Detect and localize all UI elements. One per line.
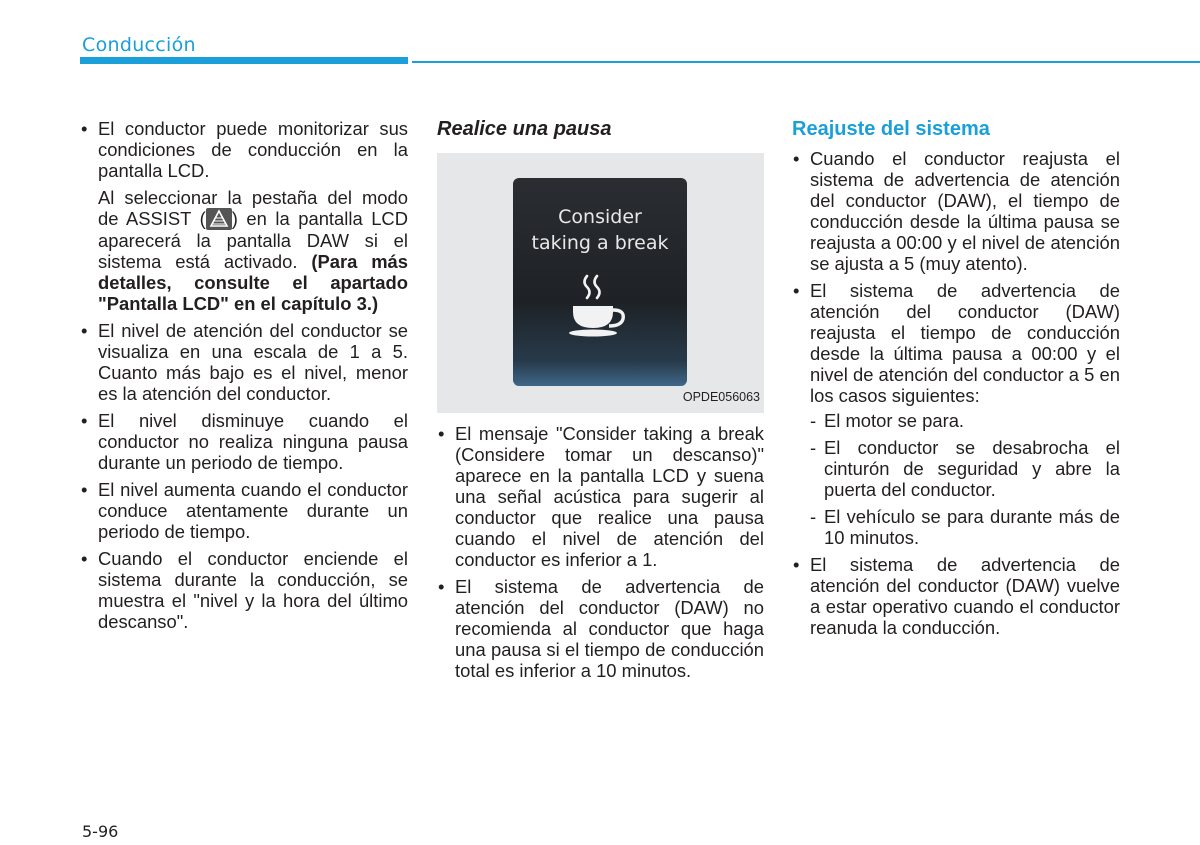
dash-item: - El conductor se desabrocha el cinturón de seguridad y abre la puerta del conductor. [810, 437, 1120, 500]
section-title-break: Realice una pausa [437, 118, 612, 140]
bullet-text: • El sistema de advertencia de atención del conductor (DAW) reajusta el tiempo de conducción desde la última pausa a 00:00 y el nivel de atención del conductor a 5 en los casos siguientes: [810, 280, 1120, 406]
figure-code: OPDE056063 [682, 390, 760, 404]
header-rule-thin [412, 61, 1200, 63]
list-item: • El sistema de advertencia de atención del conductor (DAW) vuelve a estar operativo cuando el conductor reanuda la conducción. [792, 554, 1120, 638]
list-item: • Cuando el conductor reajusta el sistema de advertencia de atención del conductor (DAW), el tiempo de conducción desde la última pausa se reajusta a 00:00 y el nivel de atención se ajusta a 5 (muy atento). [792, 148, 1120, 274]
list-item: • El sistema de advertencia de atención del conductor (DAW) no recomienda al conductor que haga una pausa si el tiempo de conducción total es inferior a 10 minutos. [437, 576, 764, 681]
dash-item: - El motor se para. [810, 410, 1120, 431]
list-item: • El nivel aumenta cuando el conductor conduce atentamente durante un periodo de tiempo. [80, 479, 408, 542]
coffee-cup-icon [565, 272, 635, 342]
dash-item: - El vehículo se para durante más de 10 minutos. [810, 506, 1120, 548]
list-item: • El mensaje "Consider taking a break (Considere tomar un descanso)" aparece en la pantalla LCD y suena una señal acústica para sugerir al conductor que realice una pausa cuando el nivel de atención del conductor es inferior a 1. [437, 423, 764, 570]
right-column [792, 118, 1120, 644]
bullet-text-continued: Al seleccionar la pestaña del modo de ASSIST ( ) en la pantalla LCD aparecerá la pantalla DAW si el sistema está activado. (Para más detalles, consulte el apartado "Pantalla LCD" en el capítulo 3.) [98, 187, 409, 314]
lcd-message: Consider taking a break [531, 206, 669, 254]
header-rule-thick [80, 57, 408, 64]
section-title-reset: Reajuste del sistema [792, 118, 990, 140]
assist-mode-icon [206, 208, 232, 230]
list-item: • El nivel de atención del conductor se visualiza en una escala de 1 a 5. Cuanto más bajo es el nivel, menor es la atención del conductor. [80, 320, 408, 404]
dash-list [810, 410, 1120, 548]
daw-figure [437, 153, 764, 413]
lcd-screen [513, 178, 687, 386]
left-bullet-list [80, 118, 408, 632]
list-item: • El nivel disminuye cuando el conductor no realiza ninguna pausa durante un periodo de tiempo. [80, 410, 408, 473]
middle-bullet-list [437, 423, 764, 681]
page-number: 5-96 [82, 822, 119, 841]
list-item [792, 280, 1120, 548]
list-item: • Cuando el conductor enciende el sistema durante la conducción, se muestra el "nivel y la hora del último descanso". [80, 548, 408, 632]
right-bullet-list [792, 148, 1120, 638]
bullet-text: • El conductor puede monitorizar sus condiciones de conducción en la pantalla LCD. [98, 118, 408, 181]
list-item [80, 118, 408, 314]
section-header: Conducción [82, 34, 196, 56]
middle-column [437, 118, 764, 687]
left-column [80, 118, 408, 638]
